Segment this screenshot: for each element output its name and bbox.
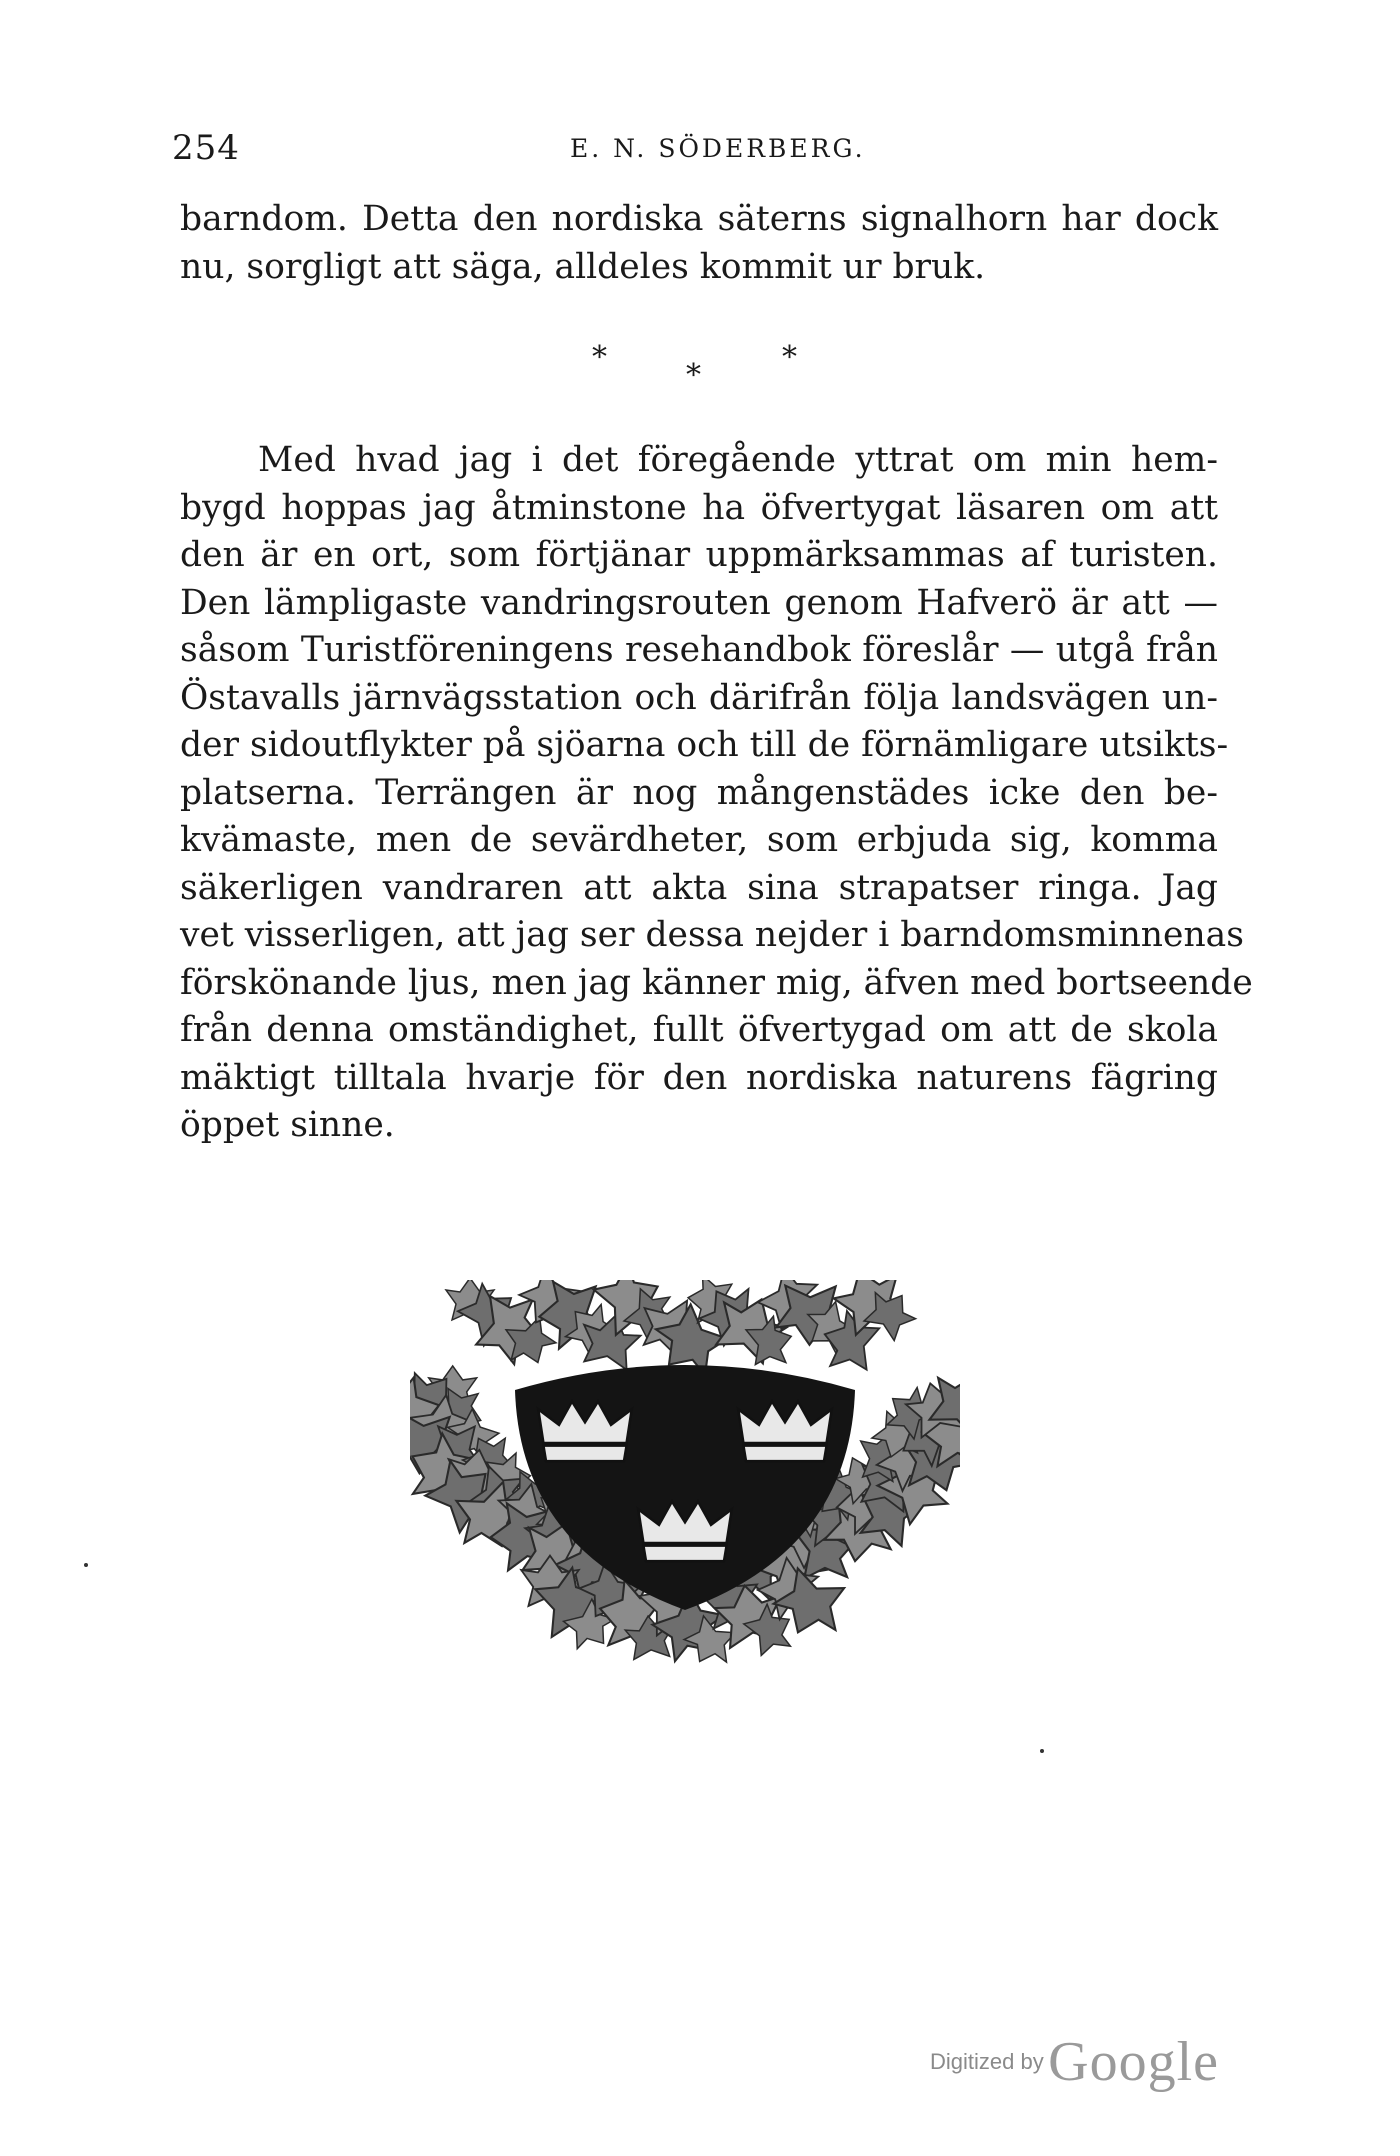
text-line: barndom. Detta den nordiska säterns signalhorn har dock <box>180 199 1218 239</box>
asterisk: * <box>592 340 607 375</box>
text-line: den är en ort, som förtjänar uppmärksammas af turisten. <box>180 535 1218 575</box>
text-line: öppet sinne. <box>180 1105 395 1145</box>
text-line: mäktigt tilltala hvarje för den nordiska naturens fägring <box>180 1057 1218 1098</box>
watermark-digitized-label: Digitized by <box>930 2049 1044 2074</box>
text-line: platserna. Terrängen är nog mångenstädes icke den be- <box>180 772 1218 813</box>
scan-speck <box>84 1563 88 1567</box>
page-number: 254 <box>172 128 240 168</box>
running-head: E. N. SÖDERBERG. <box>570 134 866 163</box>
text-line: förskönande ljus, men jag känner mig, äfven med bortseende <box>180 962 1253 1003</box>
asterisk: * <box>686 358 701 393</box>
text-line: der sidoutflykter på sjöarna och till de förnämligare utsikts- <box>180 725 1229 765</box>
asterisk: * <box>782 340 797 375</box>
scan-speck <box>1040 1749 1044 1753</box>
text-line: kvämaste, men de sevärdheter, som erbjuda sig, komma <box>180 820 1218 860</box>
text-line: säkerligen vandraren att akta sina strapatser ringa. Jag <box>180 867 1218 908</box>
three-crowns-ivy-icon <box>410 1280 960 1730</box>
text-line: Med hvad jag i det föregående yttrat om min hem- <box>258 440 1218 480</box>
text-line: Den lämpligaste vandringsrouten genom Hafverö är att — <box>180 582 1218 623</box>
text-line: nu, sorgligt att säga, alldeles kommit ur bruk. <box>180 246 986 287</box>
text-line: vet visserligen, att jag ser dessa nejder i barndomsminnenas <box>180 915 1244 955</box>
text-line: Östavalls järnvägsstation och därifrån följa landsvägen un- <box>180 677 1218 718</box>
text-line: från denna omständighet, fullt öfvertygad om att de skola <box>180 1010 1218 1050</box>
text-line: såsom Turistföreningens resehandbok föreslår — utgå från <box>180 630 1218 670</box>
digitized-by-google-watermark <box>930 2030 1219 2094</box>
text-line: bygd hoppas jag åtminstone ha öfvertygat läsaren om att <box>180 487 1218 528</box>
paragraph <box>180 196 1218 291</box>
paragraph <box>180 437 1253 1150</box>
watermark-brand: Google <box>1048 2031 1220 2093</box>
